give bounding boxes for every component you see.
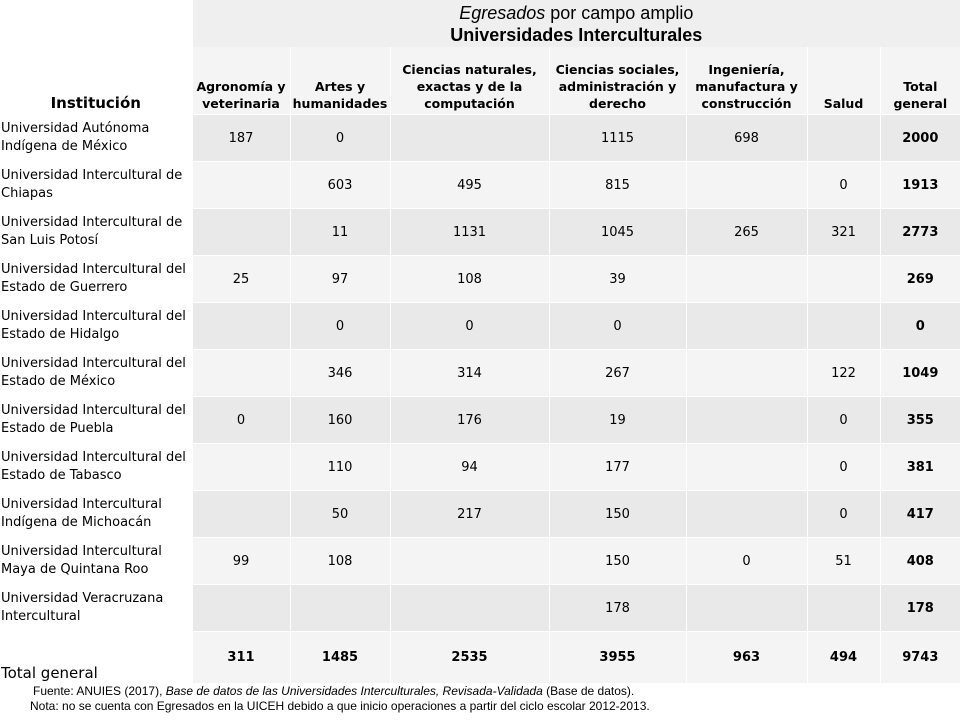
value-cell-ciencias-sociales: 1115 [549,115,686,162]
table-row [0,115,960,162]
table-row [0,538,960,585]
value-cell-ciencias-naturales: 495 [390,162,549,209]
institution-cell: Universidad Intercultural del Estado de Guerrero [0,256,192,303]
value-cell-ciencias-sociales: 178 [549,585,686,632]
value-cell-salud [807,585,880,632]
value-cell-agronomia: 25 [192,256,290,303]
note-footnote: Nota: no se cuenta con Egresados en la UICEH debido a que inicio operaciones a partir del ciclo escolar 2012-2013. [30,699,650,713]
table-row [0,491,960,538]
col-header-ingenieria: Ingeniería, manufactura y construcción [686,47,807,115]
value-cell-agronomia [192,444,290,491]
value-cell-ciencias-sociales: 19 [549,397,686,444]
value-cell-ingenieria: 265 [686,209,807,256]
col-header-agronomia: Agronomía y veterinaria [192,47,290,115]
value-cell-ciencias-naturales: 217 [390,491,549,538]
table-row [0,350,960,397]
value-cell-total: 0 [880,303,960,350]
institution-cell: Universidad Intercultural del Estado de Puebla [0,397,192,444]
value-cell-agronomia [192,209,290,256]
corner-cell [0,0,192,47]
institution-cell: Universidad Intercultural de Chiapas [0,162,192,209]
value-cell-ingenieria [686,256,807,303]
institution-cell: Universidad Intercultural del Estado de Tabasco [0,444,192,491]
source-suffix: (Base de datos). [542,684,635,698]
col-header-artes: Artes y humanidades [290,47,390,115]
institution-cell: Universidad Intercultural de San Luis Potosí [0,209,192,256]
total-cell-ingenieria: 963 [686,632,807,684]
value-cell-artes: 0 [290,303,390,350]
value-cell-ciencias-sociales: 39 [549,256,686,303]
value-cell-total: 2000 [880,115,960,162]
value-cell-total: 408 [880,538,960,585]
total-label: Total general [0,632,192,684]
value-cell-ciencias-naturales: 94 [390,444,549,491]
value-cell-ingenieria [686,162,807,209]
value-cell-salud: 0 [807,444,880,491]
value-cell-total: 2773 [880,209,960,256]
value-cell-total: 381 [880,444,960,491]
table-row [0,256,960,303]
value-cell-agronomia [192,585,290,632]
title-emphasis: Egresados [459,2,546,23]
value-cell-ciencias-naturales: 0 [390,303,549,350]
column-header-row [0,47,960,115]
table-row [0,397,960,444]
value-cell-artes: 346 [290,350,390,397]
value-cell-ciencias-sociales: 815 [549,162,686,209]
value-cell-artes: 603 [290,162,390,209]
value-cell-ciencias-naturales: 1131 [390,209,549,256]
value-cell-ingenieria [686,491,807,538]
value-cell-artes: 0 [290,115,390,162]
value-cell-ciencias-sociales: 150 [549,538,686,585]
institution-cell: Universidad Autónoma Indígena de México [0,115,192,162]
value-cell-total: 1049 [880,350,960,397]
value-cell-total: 178 [880,585,960,632]
value-cell-artes: 97 [290,256,390,303]
value-cell-salud [807,256,880,303]
value-cell-ingenieria [686,350,807,397]
value-cell-artes: 110 [290,444,390,491]
value-cell-artes: 50 [290,491,390,538]
value-cell-ingenieria [686,585,807,632]
value-cell-artes [290,585,390,632]
col-header-ciencias-naturales: Ciencias naturales, exactas y de la computación [390,47,549,115]
total-cell-ciencias-naturales: 2535 [390,632,549,684]
total-cell-salud: 494 [807,632,880,684]
value-cell-ingenieria: 698 [686,115,807,162]
source-footnote [33,684,960,699]
value-cell-artes: 11 [290,209,390,256]
value-cell-agronomia [192,491,290,538]
total-cell-total: 9743 [880,632,960,684]
value-cell-agronomia: 0 [192,397,290,444]
total-cell-agronomia: 311 [192,632,290,684]
institution-cell: Universidad Veracruzana Intercultural [0,585,192,632]
value-cell-agronomia: 187 [192,115,290,162]
value-cell-ciencias-sociales: 177 [549,444,686,491]
value-cell-salud: 0 [807,397,880,444]
value-cell-agronomia [192,162,290,209]
table-row [0,585,960,632]
value-cell-ingenieria [686,303,807,350]
col-header-ciencias-sociales: Ciencias sociales, administración y derecho [549,47,686,115]
value-cell-ciencias-naturales [390,585,549,632]
table-row [0,303,960,350]
institution-cell: Universidad Intercultural del Estado de Hidalgo [0,303,192,350]
value-cell-agronomia [192,303,290,350]
table-row [0,444,960,491]
value-cell-agronomia: 99 [192,538,290,585]
value-cell-salud [807,303,880,350]
value-cell-salud: 0 [807,162,880,209]
value-cell-ciencias-naturales: 314 [390,350,549,397]
source-title: Base de datos de las Universidades Interculturales, Revisada-Validada [165,684,543,698]
value-cell-ciencias-naturales: 108 [390,256,549,303]
title-line2: Universidades Interculturales [450,24,703,45]
value-cell-salud: 122 [807,350,880,397]
value-cell-total: 417 [880,491,960,538]
institution-header: Institución [0,47,192,115]
table-row [0,162,960,209]
value-cell-total: 355 [880,397,960,444]
value-cell-salud [807,115,880,162]
value-cell-ciencias-sociales: 0 [549,303,686,350]
value-cell-artes: 108 [290,538,390,585]
value-cell-salud: 321 [807,209,880,256]
value-cell-ciencias-sociales: 150 [549,491,686,538]
title-rest: por campo amplio [545,2,694,23]
institution-cell: Universidad Intercultural Maya de Quintana Roo [0,538,192,585]
value-cell-total: 269 [880,256,960,303]
value-cell-ingenieria [686,397,807,444]
value-cell-ciencias-sociales: 267 [549,350,686,397]
institution-cell: Universidad Intercultural del Estado de México [0,350,192,397]
value-cell-ingenieria: 0 [686,538,807,585]
value-cell-artes: 160 [290,397,390,444]
value-cell-ciencias-naturales [390,115,549,162]
table-row [0,209,960,256]
total-cell-artes: 1485 [290,632,390,684]
col-header-total: Total general [880,47,960,115]
value-cell-salud: 51 [807,538,880,585]
value-cell-agronomia [192,350,290,397]
value-cell-ingenieria [686,444,807,491]
value-cell-ciencias-naturales: 176 [390,397,549,444]
total-row [0,632,960,684]
value-cell-total: 1913 [880,162,960,209]
col-header-salud: Salud [807,47,880,115]
value-cell-salud: 0 [807,491,880,538]
institution-cell: Universidad Intercultural Indígena de Michoacán [0,491,192,538]
value-cell-ciencias-naturales [390,538,549,585]
total-cell-ciencias-sociales: 3955 [549,632,686,684]
source-prefix: Fuente: ANUIES (2017), [33,684,166,698]
table-title [192,0,960,47]
value-cell-ciencias-sociales: 1045 [549,209,686,256]
